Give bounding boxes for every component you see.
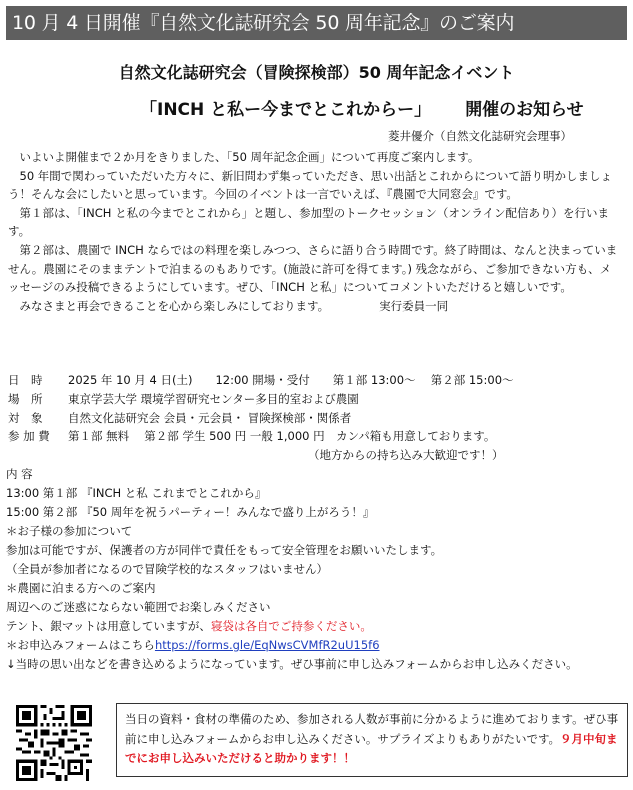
notice-text: 当日の資料・食材の準備のため、参加される人数が事前に分かるように進めております。ぜひ事前に申し込みフォームからお申し込みください。サプライズよりもありがたいです。 bbox=[125, 712, 619, 746]
stay-line2 bbox=[6, 617, 626, 636]
fee-value: 第１部 無料 第２部 学生 500 円 一般 1,000 円 カンパ箱も用意しております。 bbox=[68, 429, 496, 444]
fee-note: （地方からの持ち込み大歓迎です！） bbox=[308, 448, 504, 463]
stay-line2-prefix: テント、銀マットは用意していますが、 bbox=[6, 619, 211, 633]
content-heading: 内 容 bbox=[6, 467, 33, 481]
target-value: 自然文化誌研究会 会員・元会員・ 冒険探検部・関係者 bbox=[68, 410, 352, 425]
form-prefix: ＊お申込みフォームはこちら bbox=[6, 638, 155, 652]
body-text bbox=[8, 148, 622, 315]
target-label: 対 象 bbox=[8, 410, 43, 425]
inch-title-suffix: 開催のお知らせ bbox=[465, 100, 584, 120]
signup-form-link[interactable]: https://forms.gle/EqNwsCVMfR2uU15f6 bbox=[154, 638, 380, 652]
notice-box bbox=[116, 703, 628, 777]
form-line bbox=[6, 636, 626, 655]
detail-row-target bbox=[8, 409, 624, 428]
paragraph: 50 年間で関わっていただいた方々に、新旧問わず集っていただき、思い出話とこれからについて語り明かしましょう！そんな会にしたいと思っています。今回のイベントは一言でいえば、『農園で大同窓会』です。 bbox=[8, 168, 612, 202]
header-banner: 10 月 4 日開催『自然文化誌研究会 50 周年記念』のご案内 bbox=[6, 6, 627, 40]
event-title: 自然文化誌研究会（冒険探検部）50 周年記念イベント bbox=[118, 63, 515, 82]
place-label: 場 所 bbox=[8, 391, 43, 406]
stay-line1: 周辺へのご迷惑にならない範囲でお楽しみください bbox=[6, 600, 271, 614]
memory-line: ↓当時の思い出などを書き込めるようになっています。ぜひ事前に申し込みフォームからお申し込みください。 bbox=[6, 657, 578, 671]
program-part1: 13:00 第１部 『INCH と私 これまでとこれから』 bbox=[6, 486, 267, 500]
detail-row-fee bbox=[8, 427, 624, 446]
event-details bbox=[8, 371, 624, 465]
content-section bbox=[6, 465, 626, 674]
author: 菱井優介（自然文化誌研究会理事） bbox=[388, 129, 572, 143]
sleeping-bag-warning: 寝袋は各自でご持参ください。 bbox=[210, 619, 372, 633]
kids-heading: ＊お子様の参加について bbox=[6, 524, 133, 538]
stay-heading: ＊農園に泊まる方へのご案内 bbox=[6, 581, 156, 595]
place-value: 東京学芸大学 環境学習研究センター多目的室および農園 bbox=[68, 391, 359, 406]
detail-row-date bbox=[8, 371, 624, 390]
date-label: 日 時 bbox=[8, 373, 43, 387]
paragraph: いよいよ開催まで２か月をきりました、「50 周年記念企画」について再度ご案内します。 bbox=[19, 150, 480, 164]
closing-signature: 実行委員一同 bbox=[379, 298, 449, 313]
date-value: 2025 年 10 月 4 日(土) 12:00 開場・受付 第１部 13:00～ 第２部 15:00～ bbox=[68, 373, 514, 387]
program-part2: 15:00 第２部 『50 周年を祝うパーティー！みんなで盛り上がろう！』 bbox=[6, 505, 375, 519]
paragraph: 第１部は、「INCH と私の今までとこれから」と題し、参加型のトークセッション（オンライン配信あり）を行います。 bbox=[8, 205, 609, 239]
paragraph: 第２部は、農園で INCH ならではの料理を楽しみつつ、さらに語り合う時間です。終了時間は、なんと決まっていません。農園にそのままテントで泊まるのもありです。(施設に許可を得てます。) 残念ながら、ご参加できない方も、メッセージのみ投稿できるようにしています。ぜひ、「INCH と私」についてコメントいただけると嬉しいです。 bbox=[8, 242, 618, 295]
qr-code-icon bbox=[16, 705, 92, 781]
inch-title-main: 「INCH と私ー今までとこれからー」 bbox=[140, 100, 432, 120]
fee-label: 参 加 費 bbox=[8, 429, 50, 444]
kids-line2: （全員が参加者になるので冒険学校的なスタッフはいません） bbox=[6, 562, 328, 576]
kids-line1: 参加は可能ですが、保護者の方が同伴で責任をもって安全管理をお願いいたします。 bbox=[6, 543, 443, 557]
notice-highlight: ９月中旬までにお申し込みいただけると助かります！！ bbox=[125, 731, 618, 765]
inch-title bbox=[140, 95, 584, 120]
closing: みなさまと再会できることを心から楽しみにしております。 実行委員一同 bbox=[19, 298, 449, 313]
detail-row-place bbox=[8, 390, 624, 409]
